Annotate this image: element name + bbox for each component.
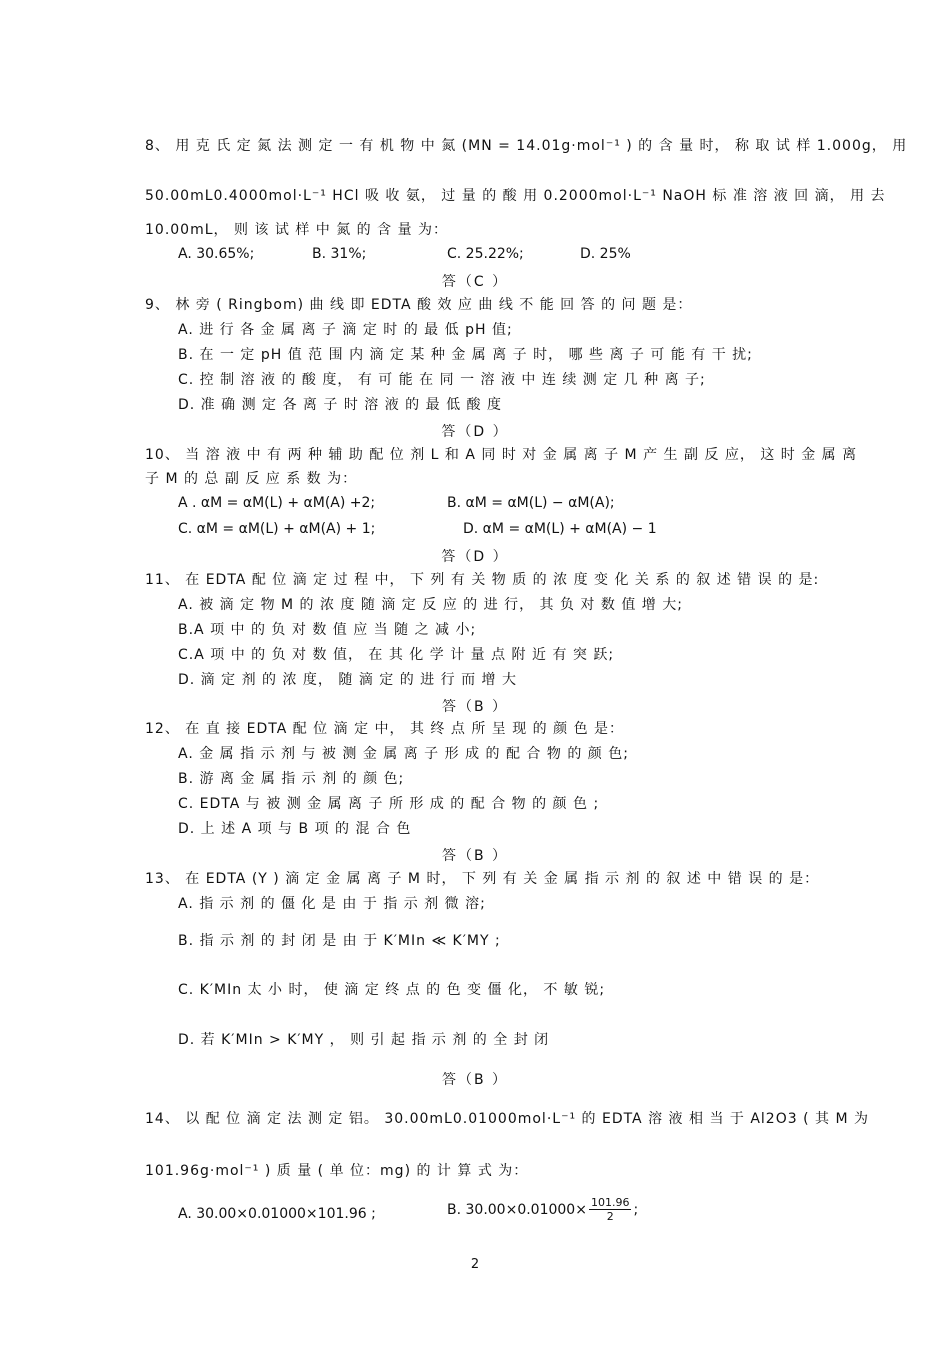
q12-option-a: A. 金 属 指 示 剂 与 被 测 金 属 离 子 形 成 的 配 合 物 的 颜 色; bbox=[178, 746, 629, 762]
q14-line-2: 101.96g·mol⁻¹ ) 质 量 ( 单 位：mg) 的 计 算 式 为： bbox=[145, 1163, 529, 1179]
q14-option-b-suffix: ; bbox=[633, 1201, 639, 1218]
q14-option-b-prefix: B. 30.00×0.01000× bbox=[447, 1201, 587, 1218]
q13-option-c: C. K′MIn 太 小 时， 使 滴 定 终 点 的 色 变 僵 化， 不 敏 锐; bbox=[178, 982, 606, 998]
q11-option-b: B.A 项 中 的 负 对 数 值 应 当 随 之 减 小; bbox=[178, 622, 477, 638]
q13-option-b: B. 指 示 剂 的 封 闭 是 由 于 K′MIn ≪ K′MY ; bbox=[178, 933, 501, 949]
q14-option-b bbox=[447, 1196, 638, 1223]
page-number: 2 bbox=[470, 1257, 480, 1272]
q9-option-b: B. 在 一 定 pH 值 范 围 内 滴 定 某 种 金 属 离 子 时， 哪 些 离 子 可 能 有 干 扰; bbox=[178, 347, 753, 363]
q8-option-b: B. 31%; bbox=[312, 246, 367, 262]
q11-stem: 11、 在 EDTA 配 位 滴 定 过 程 中， 下 列 有 关 物 质 的 浓 度 变 化 关 系 的 叙 述 错 误 的 是: bbox=[145, 572, 820, 588]
q10-option-a: A . αM = αM(L) + αM(A) +2; bbox=[178, 495, 376, 511]
q13-option-a: A. 指 示 剂 的 僵 化 是 由 于 指 示 剂 微 溶; bbox=[178, 896, 486, 912]
q10-answer: 答（D ） bbox=[441, 549, 509, 565]
q11-option-d: D. 滴 定 剂 的 浓 度， 随 滴 定 的 进 行 而 增 大 bbox=[178, 672, 517, 688]
q10-line-2: 子 M 的 总 副 反 应 系 数 为： bbox=[145, 471, 358, 487]
q11-option-c: C.A 项 中 的 负 对 数 值， 在 其 化 学 计 量 点 附 近 有 突 跃; bbox=[178, 647, 615, 663]
q9-answer: 答（D ） bbox=[441, 424, 509, 440]
q9-stem: 9、 林 旁 ( Ringbom) 曲 线 即 EDTA 酸 效 应 曲 线 不 能 回 答 的 问 题 是： bbox=[145, 297, 693, 313]
q13-option-d: D. 若 K′MIn > K′MY ， 则 引 起 指 示 剂 的 全 封 闭 bbox=[178, 1032, 550, 1048]
q11-answer: 答（B ） bbox=[441, 699, 509, 715]
q14-option-b-fraction bbox=[589, 1196, 632, 1223]
q8-option-d: D. 25% bbox=[580, 246, 631, 262]
q13-stem: 13、 在 EDTA (Y ) 滴 定 金 属 离 子 M 时， 下 列 有 关 金 属 指 示 剂 的 叙 述 中 错 误 的 是： bbox=[145, 871, 820, 887]
q10-option-c: C. αM = αM(L) + αM(A) + 1; bbox=[178, 521, 376, 537]
q11-option-a: A. 被 滴 定 物 M 的 浓 度 随 滴 定 反 应 的 进 行， 其 负 对 数 值 增 大; bbox=[178, 597, 683, 613]
q10-option-b: B. αM = αM(L) − αM(A); bbox=[447, 495, 615, 511]
q8-line-3: 10.00mL， 则 该 试 样 中 氮 的 含 量 为： bbox=[145, 222, 449, 238]
q12-answer: 答（B ） bbox=[441, 848, 509, 864]
q12-stem: 12、 在 直 接 EDTA 配 位 滴 定 中， 其 终 点 所 呈 现 的 颜 色 是： bbox=[145, 721, 625, 737]
q12-option-b: B. 游 离 金 属 指 示 剂 的 颜 色; bbox=[178, 771, 405, 787]
q8-line-2: 50.00mL0.4000mol·L⁻¹ HCl 吸 收 氨， 过 量 的 酸 用 0.2000mol·L⁻¹ NaOH 标 准 溶 液 回 滴， 用 去 bbox=[145, 188, 886, 204]
q14-option-a: A. 30.00×0.01000×101.96 ; bbox=[178, 1206, 376, 1222]
q14-fraction-numerator: 101.96 bbox=[590, 1196, 630, 1209]
q14-fraction-denominator: 2 bbox=[606, 1210, 614, 1223]
q12-option-d: D. 上 述 A 项 与 B 项 的 混 合 色 bbox=[178, 821, 412, 837]
q9-option-d: D. 准 确 测 定 各 离 子 时 溶 液 的 最 低 酸 度 bbox=[178, 397, 502, 413]
q8-answer: 答（C ） bbox=[441, 274, 509, 290]
q8-option-a: A. 30.65%; bbox=[178, 246, 255, 262]
q9-option-a: A. 进 行 各 金 属 离 子 滴 定 时 的 最 低 pH 值; bbox=[178, 322, 513, 338]
q10-option-d: D. αM = αM(L) + αM(A) − 1 bbox=[463, 521, 657, 537]
q14-line-1: 14、 以 配 位 滴 定 法 测 定 铝。 30.00mL0.01000mol·L⁻¹ 的 EDTA 溶 液 相 当 于 Al2O3 ( 其 M 为 bbox=[145, 1111, 869, 1127]
q8-option-c: C. 25.22%; bbox=[447, 246, 524, 262]
q13-answer: 答（B ） bbox=[441, 1072, 509, 1088]
q9-option-c: C. 控 制 溶 液 的 酸 度， 有 可 能 在 同 一 溶 液 中 连 续 测 定 几 种 离 子; bbox=[178, 372, 706, 388]
q8-line-1: 8、 用 克 氏 定 氮 法 测 定 一 有 机 物 中 氮 (MN = 14.01g·mol⁻¹ ) 的 含 量 时， 称 取 试 样 1.000g， 用 bbox=[145, 138, 908, 154]
q12-option-c: C. EDTA 与 被 测 金 属 离 子 所 形 成 的 配 合 物 的 颜 色 ; bbox=[178, 796, 600, 812]
q10-line-1: 10、 当 溶 液 中 有 两 种 辅 助 配 位 剂 L 和 A 同 时 对 金 属 离 子 M 产 生 副 反 应， 这 时 金 属 离 bbox=[145, 447, 858, 463]
